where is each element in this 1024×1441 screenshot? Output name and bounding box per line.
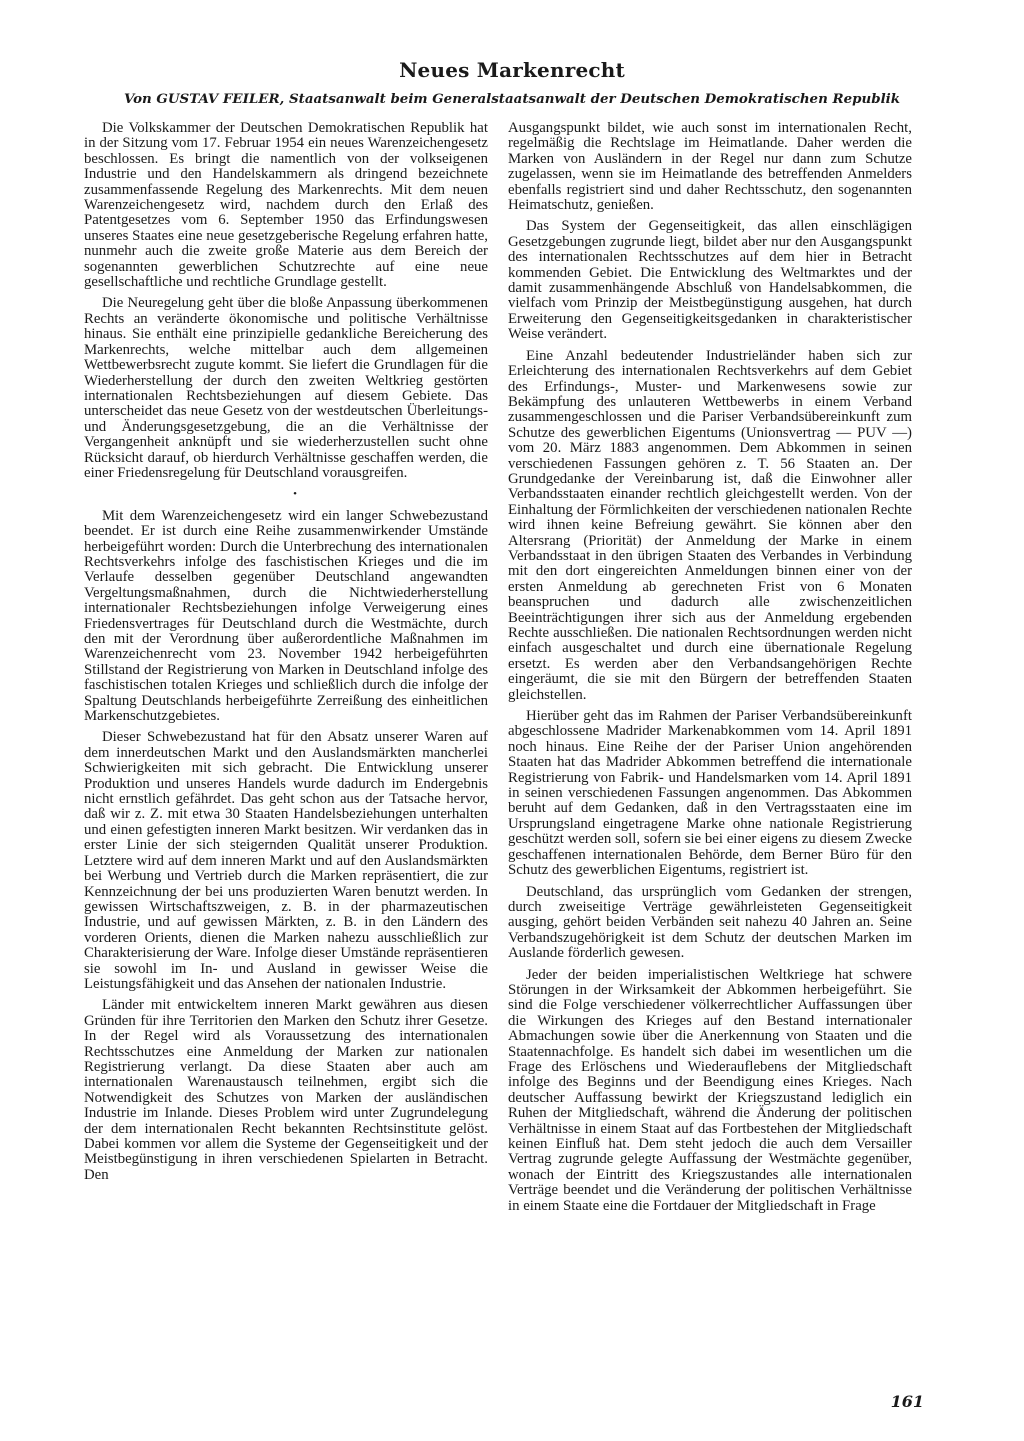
paragraph: Mit dem Warenzeichengesetz wird ein langer Schwebezustand beendet. Er ist durch eine Reihe zusammenwirkender Umstände herbeigeführt worden: Durch die Unterbrechung des internationalen Rechtsverkehrs infolge des faschistischen Krieges und die im Verlaufe desselben gegenüber Deutschland angewandten Vergeltungsmaßnahmen, durch die Nichtwiederherstellung internationaler Rechtsbeziehungen infolge Verweigerung eines Friedensvertrages für Deutschland durch die Westmächte, durch den mit der Verordnung über außerordentliche Maßnahmen im Warenzeichenrecht vom 23. November 1942 herbeigeführten Stillstand der Registrierung von Marken in Deutschland infolge des faschistischen totalen Krieges und schließlich durch die infolge der Spaltung Deutschlands herbeigeführte Zerreißung des einheitlichen Markenschutzgebietes. — [84, 507, 488, 725]
left-column — [84, 121, 488, 1361]
paragraph: Ausgangspunkt bildet, wie auch sonst im internationalen Recht, regelmäßig die Rechtslage im Heimatlande. Daher werden die Marken von Ausländern in der Regel nur dann zum Schutze zugelassen, wenn sie im Heimatlande des betreffenden Anmelders ebenfalls registriert sind und daher Rechtsschutz, den sogenannten Heimatschutz, genießen. — [508, 121, 912, 214]
paragraph: Jeder der beiden imperialistischen Weltkriege hat schwere Störungen in der Wirksamkeit der Abkommen herbeigeführt. Sie sind die Folge verschiedener völkerrechtlicher Auffassungen über die Wirkungen des Krieges auf den Bestand internationaler Abmachungen sowie über die Anerkennung von Staaten und die Staatennachfolge. Es handelt sich dabei im wesentlichen um die Frage des Erlöschens und Wiederauflebens der Mitgliedschaft infolge des Beginns und der Beendigung eines Krieges. Nach deutscher Auffassung bewirkt der Kriegszustand lediglich ein Ruhen der Mitgliedschaft, während die Änderung der politischen Verhältnisse in einem Staat auf das Fortbestehen der Mitgliedschaft keinen Einfluß hat. Dem steht jedoch die auch dem Versailler Vertrag zugrunde gelegte Auffassung der Westmächte gegenüber, wonach der Eintritt des Kriegszustandes alle internationalen Verträge beendet und die Veränderung der politischen Verhältnisse in einem Staate eine die Fortdauer der Mitgliedschaft in Frage — [508, 966, 912, 1214]
paragraph: Hierüber geht das im Rahmen der Pariser Verbandsübereinkunft abgeschlossene Madrider Markenabkommen vom 14. April 1891 noch hinaus. Eine Reihe der der Pariser Union angehörenden Staaten hat das Madrider Abkommen betreffend die internationale Registrierung von Fabrik- und Handelsmarken vom 14. April 1891 in seinen verschiedenen Fassungen angenommen. Das Abkommen beruht auf dem Gedanken, daß in den Vertragsstaaten eine im Ursprungsland eingetragene Marke ohne nationale Registrierung geschützt werden soll, sofern sie bei einer eigens zu diesem Zwecke geschaffenen internationalen Behörde, dem Berner Büro für den Schutz des gewerblichen Eigentums, registriert ist. — [508, 708, 912, 879]
paragraph: Die Volkskammer der Deutschen Demokratischen Republik hat in der Sitzung vom 17. Februar 1954 ein neues Warenzeichengesetz beschlossen. Es bringt die namentlich von der volkseigenen Industrie und den Handelskammern als dringend bezeichnete zusammenfassende Regelung des Markenrechts. Mit dem neuen Warenzeichengesetz wird, nachdem durch den Erlaß des Patentgesetzes vom 6. September 1950 das Erfindungswesen unseres Staates eine neue gesetzgeberische Regelung erfahren hatte, nunmehr auch die zweite große Materie aus dem Bereich der sogenannten gewerblichen Schutzrechte auf eine neue gesellschaftliche und rechtliche Grundlage gestellt. — [84, 121, 488, 291]
section-separator: • — [293, 488, 297, 501]
paragraph: Dieser Schwebezustand hat für den Absatz unserer Waren auf dem innerdeutschen Markt und den Auslandsmärkten mancherlei Schwierigkeiten mit sich gebracht. Die Entwicklung unserer Produktion und unseres Handels wurde dadurch im Endergebnis nicht ernstlich gefährdet. Das geht schon aus der Tatsache hervor, daß wir z. Z. mit etwa 30 Staaten Handelsbeziehungen unterhalten und einen gefestigten inneren Markt besitzen. Wir verdanken das in erster Linie der sich steigernden Qualität unserer Produktion. Letztere wird auf dem inneren Markt und auf den Auslandsmärkten bei Werbung und Vertrieb durch die Marken repräsentiert, die zur Kennzeichnung der bei uns produzierten Waren benutzt werden. In gewissen Wirtschaftszweigen, z. B. in der pharmazeutischen Industrie, und auf gewissen Märkten, z. B. in den Ländern des vorderen Orients, dienen die Marken nahezu ausschließlich zur Charakterisierung der Ware. Infolge dieser Umstände repräsentieren sie sowohl im In- und Ausland in gewisser Weise die Leistungsfähigkeit und das Ansehen der nationalen Industrie. — [84, 729, 488, 992]
paragraph: Das System der Gegenseitigkeit, das allen einschlägigen Gesetzgebungen zugrunde liegt, bildet aber nur den Ausgangspunkt des internationalen Rechtsschutzes auf dem hier in Betracht kommenden Gebiet. Die Entwicklung des Weltmarktes und der damit zusammenhängende Abschluß von Handelsabkommen, die vielfach vom Prinzip der Meistbegünstigung ausgehen, hat durch Erweiterung den Gegenseitigkeitsgedanken in charakteristischer Weise verändert. — [508, 218, 912, 343]
article-title: Neues Markenrecht — [399, 58, 625, 82]
paragraph: Die Neuregelung geht über die bloße Anpassung überkommenen Rechts an veränderte ökonomische und politische Verhältnisse hinaus. Sie enthält eine prinzipielle gedankliche Bereicherung des Markenrechts, welche mittelbar auch dem allgemeinen Wettbewerbsrecht zugute kommt. Sie liefert die Grundlagen für die Wiederherstellung der durch den zweiten Weltkrieg gestörten internationalen Rechtsbeziehungen auf diesem Gebiete. Das unterscheidet das neue Gesetz von der westdeutschen Überleitungs- und Änderungsgesetzgebung, die an die Verhältnisse der Vergangenheit anknüpft und sie wiederherzustellen sucht ohne Rücksicht darauf, ob hierdurch Verhältnisse geschaffen werden, die einer Friedensregelung für Deutschland vorausgreifen. — [84, 295, 488, 481]
right-column — [508, 121, 912, 1361]
paragraph: Eine Anzahl bedeutender Industrieländer haben sich zur Erleichterung des internationalen Rechtsverkehrs auf dem Gebiet des Erfindungs-, Muster- und Markenwesens sowie zur Bekämpfung des unlauteren Wettbewerbs in einem Verband zusammengeschlossen und die Pariser Verbandsübereinkunft zum Schutze des gewerblichen Eigentums (Unionsvertrag — PUV —) vom 20. März 1883 angenommen. Dem Abkommen in seinen verschiedenen Fassungen gehören z. T. 56 Staaten an. Der Grundgedanke der Vereinbarung ist, daß die Einwohner aller Verbandsstaaten einander rechtlich gleichgestellt werden. Von der Einhaltung der Förmlichkeiten der verschiedenen nationalen Rechte wird ihnen keine Befreiung gewährt. Sie können aber den Altersrang (Priorität) der Anmeldung der Marke in einem Verbandsstaat in den übrigen Staaten des Verbandes in Verbindung mit den dort eingereichten Anmeldungen binnen einer von der ersten Anmeldung ab gerechneten Frist von 6 Monaten beanspruchen und dadurch alle zwischenzeitlichen Beeinträchtigungen ihrer sich aus der Anmeldung ergebenden Rechte ausschließen. Die nationalen Rechtsordnungen werden nicht einfach ausgeschaltet und durch eine übernationale Regelung ersetzt. Es werden aber den Verbandsangehörigen Rechte eingeräumt, die sie mit den Bürgern der betreffenden Staaten gleichstellen. — [508, 347, 912, 703]
article-byline: Von GUSTAV FEILER, Staatsanwalt beim Generalstaatsanwalt der Deutschen Demokratischen Republik — [123, 91, 901, 107]
page-number: 161 — [890, 1392, 924, 1411]
paragraph: Länder mit entwickeltem inneren Markt gewähren aus diesen Gründen für ihre Territorien den Marken den Schutz ihrer Gesetze. In der Regel wird als Voraussetzung des internationalen Rechtsschutzes eine Anmeldung der Marken zur nationalen Registrierung verlangt. Da diese Staaten aber auch am internationalen Warenaustausch teilnehmen, ergibt sich die Notwendigkeit des Schutzes von Marken der ausländischen Industrie im Inlande. Dieses Problem wird unter Zugrundelegung der dem internationalen Recht bekannten Rechtsinstitute gelöst. Dabei kommen vor allem die Systeme der Gegenseitigkeit und der Meistbegünstigung in ihren verschiedenen Spielarten in Betracht. Den — [84, 997, 488, 1183]
paragraph: Deutschland, das ursprünglich vom Gedanken der strengen, durch zweiseitige Verträge gewährleisteten Gegenseitigkeit ausging, gehört beiden Verbänden seit nahezu 40 Jahren an. Seine Verbandszugehörigkeit ist dem Schutz der deutschen Marken im Auslande förderlich gewesen. — [508, 883, 912, 962]
